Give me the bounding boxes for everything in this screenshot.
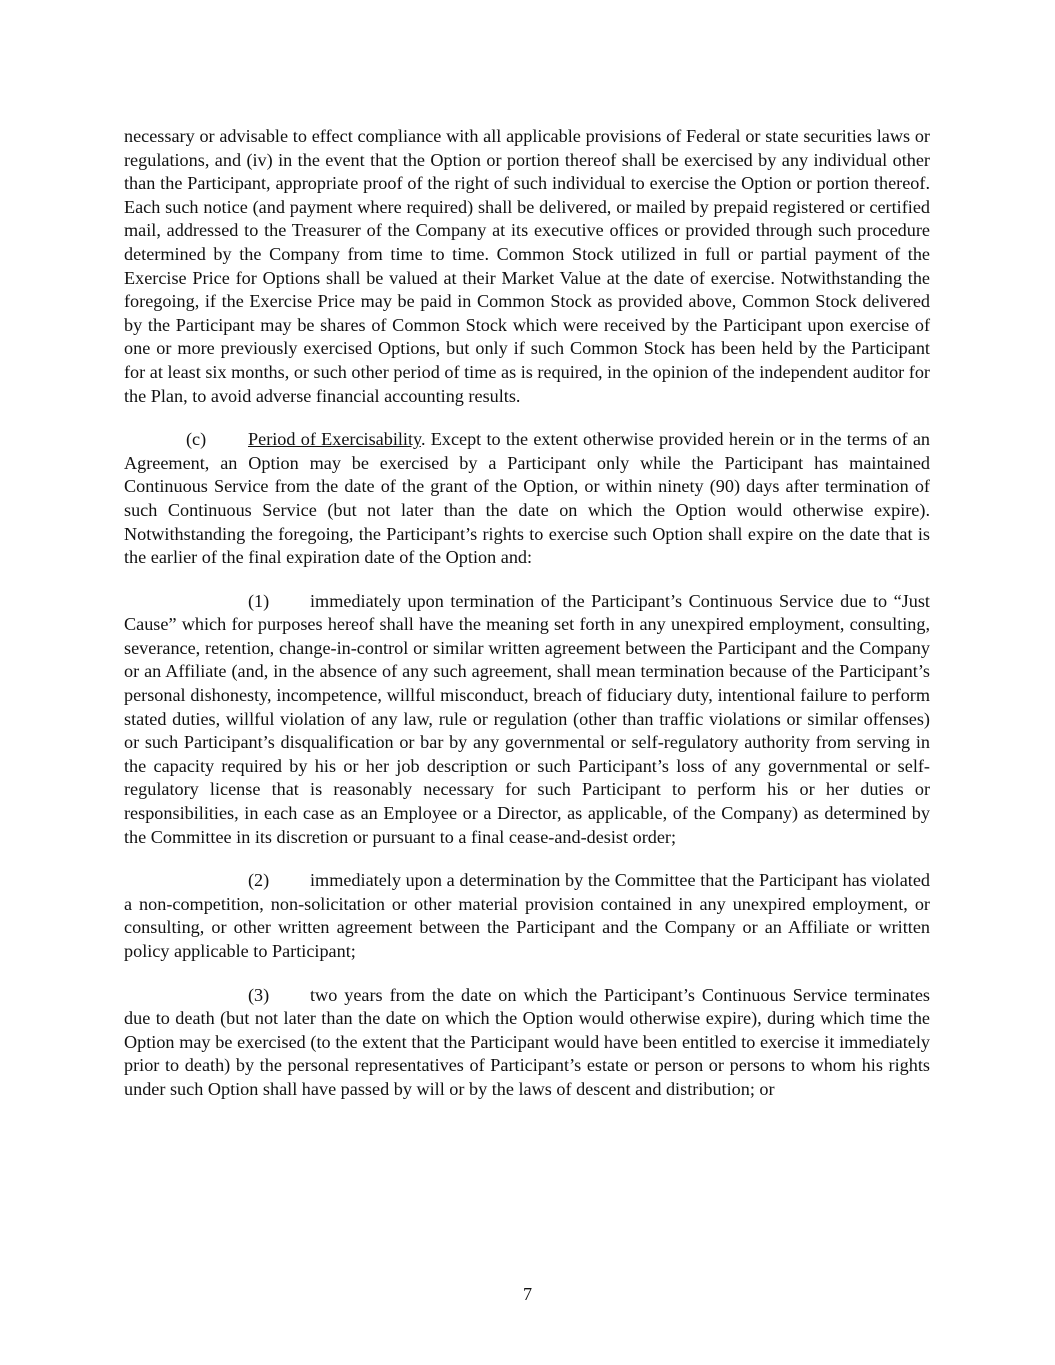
page-body [124, 125, 930, 1122]
list-item-2 [124, 869, 930, 963]
page-number: 7 [522, 1284, 533, 1304]
list-item-1 [124, 590, 930, 850]
list-item-3 [124, 984, 930, 1102]
section-marker-c: (c) [186, 429, 207, 450]
section-heading-period-of-exercisability: Period of Exercisability [248, 429, 421, 450]
list-item-2-text: immediately upon a determination by the Committee that the Participant has violated a non-competition, non-solicitation or other material provision contained in any unexpired employment, or consulting, or other written agreement between the Participant and the Company or an Affiliate or written policy applicable to Participant; [124, 870, 930, 961]
paragraph-c-text: . Except to the extent otherwise provided herein or in the terms of an Agreement, an Option may be exercised by a Participant only while the Participant has maintained Continuous Service from the date of the grant of the Option, or within ninety (90) days after termination of such Continuous Service (but not later than the date on which the Option would otherwise expire). Notwithstanding the foregoing, the Participant’s rights to exercise such Option shall expire on the date that is the earlier of the final expiration date of the Option and: [124, 429, 930, 568]
list-marker-2: (2) [248, 870, 270, 891]
list-marker-1: (1) [248, 590, 270, 611]
paragraph-c [124, 428, 930, 570]
list-marker-3: (3) [248, 984, 270, 1005]
list-item-1-text: immediately upon termination of the Participant’s Continuous Service due to “Just Cause” which for purposes hereof shall have the meaning set forth in any unexpired employment, consulting, severance, retention, change-in-control or similar written agreement between the Participant and the Company or an Affiliate (and, in the absence of any such agreement, shall mean termination because of the Participant’s personal dishonesty, incompetence, willful misconduct, breach of fiduciary duty, intentional failure to perform stated duties, willful violation of any law, rule or regulation (other than traffic violations or similar offenses) or such Participant’s disqualification or bar by any governmental or self-regulatory authority from serving in the capacity required by his or her job description or such Participant’s loss of any governmental or self-regulatory license that is reasonably necessary for such Participant to perform his or her duties or responsibilities, in each case as an Employee or a Director, as applicable, of the Company) as determined by the Committee in its discretion or pursuant to a final cease-and-desist order; [124, 590, 930, 847]
list-item-3-text: two years from the date on which the Participant’s Continuous Service terminates due to death (but not later than the date on which the Option would otherwise expire), during which time the Option may be exercised (to the extent that the Participant would have been entitled to exercise it immediately prior to death) by the personal representatives of Participant’s estate or person or persons to whom his rights under such Option shall have passed by will or by the laws of descent and distribution; or [124, 984, 930, 1099]
paragraph-continuation: necessary or advisable to effect compliance with all applicable provisions of Federal or state securities laws or regulations, and (iv) in the event that the Option or portion thereof shall be exercised by any individual other than the Participant, appropriate proof of the right of such individual to exercise the Option or portion thereof. Each such notice (and payment where required) shall be delivered, or mailed by prepaid registered or certified mail, addressed to the Treasurer of the Company at its executive offices or provided through such procedure determined by the Company from time to time. Common Stock utilized in full or partial payment of the Exercise Price for Options shall be valued at their Market Value at the date of exercise. Notwithstanding the foregoing, if the Exercise Price may be paid in Common Stock as provided above, Common Stock delivered by the Participant may be shares of Common Stock which were received by the Participant upon exercise of one or more previously exercised Options, but only if such Common Stock has been held by the Participant for at least six months, or such other period of time as is required, in the opinion of the independent auditor for the Plan, to avoid adverse financial accounting results. [124, 126, 930, 406]
